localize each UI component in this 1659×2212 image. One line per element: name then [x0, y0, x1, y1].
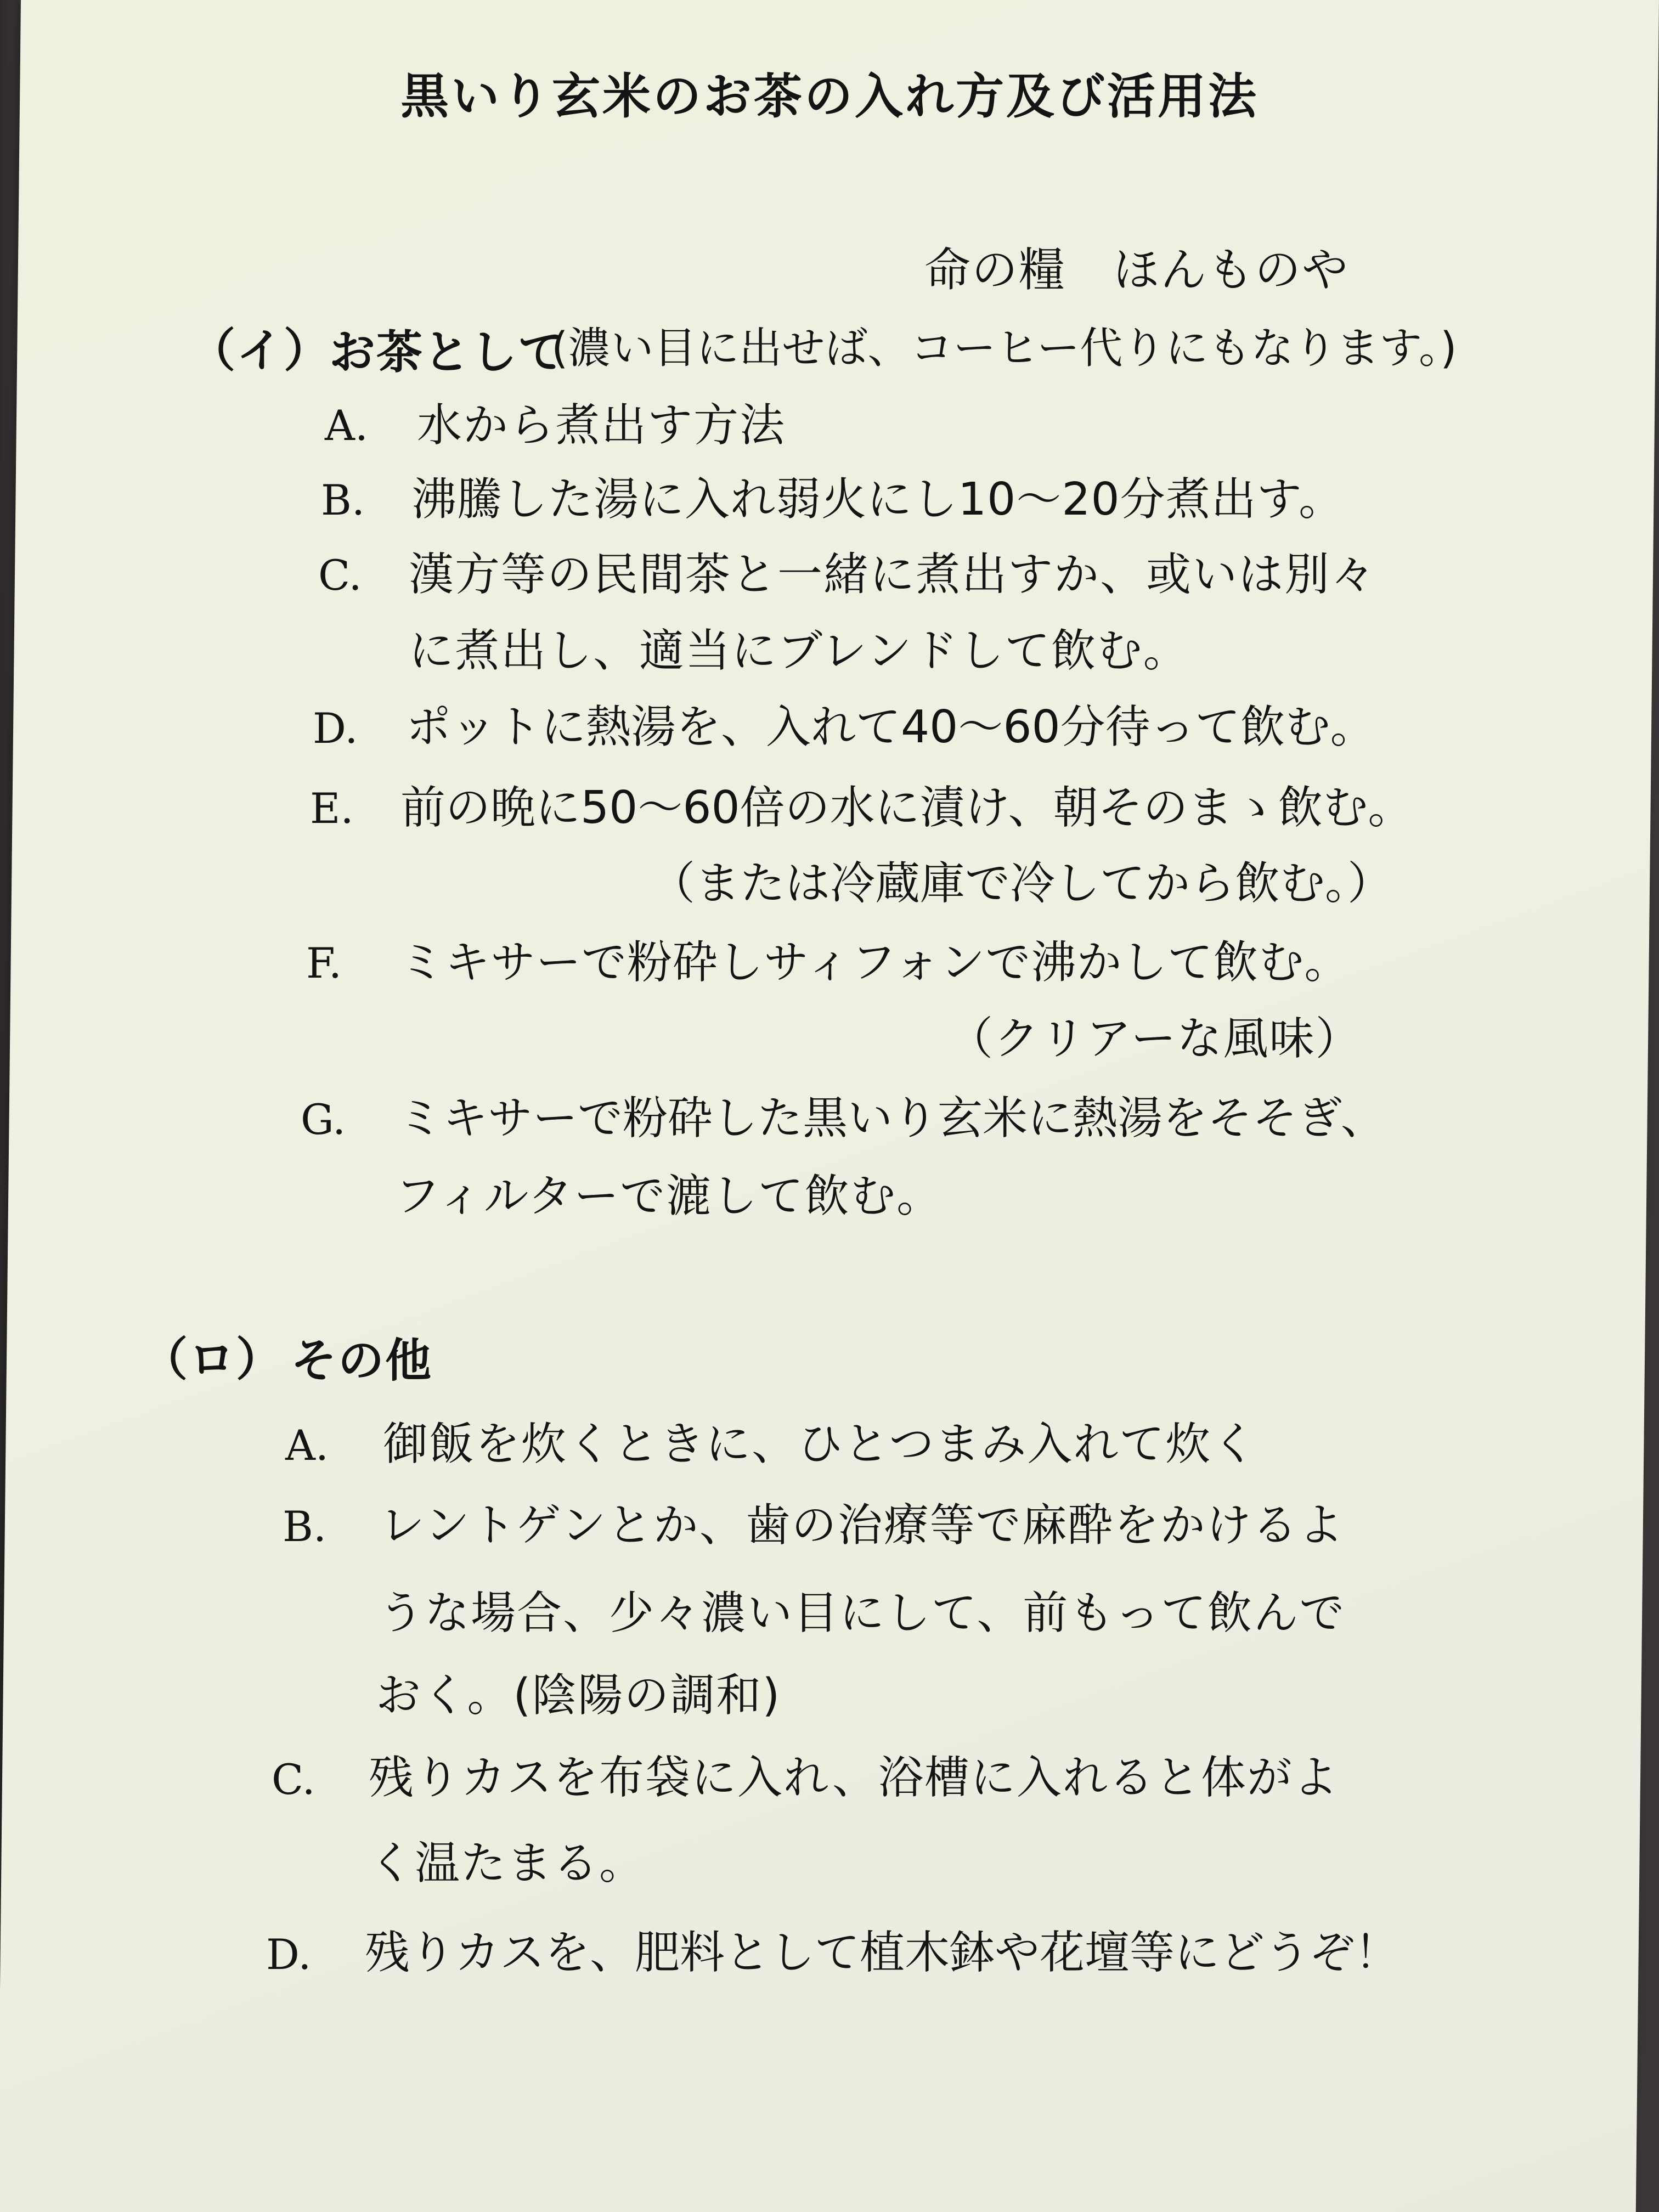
item-label: C.	[272, 1755, 315, 1804]
item-line: 御飯を炊くときに、ひとつまみ入れて炊く	[383, 1418, 1258, 1470]
item-line: （または冷蔵庫で冷してから飲む。）	[650, 857, 1393, 910]
item-label: F.	[306, 939, 342, 988]
section2-marker: （ロ）	[142, 1333, 284, 1386]
item-label: D.	[266, 1930, 312, 1979]
item-line: 残りカスを、肥料として植木鉢や花壇等にどうぞ！	[365, 1927, 1400, 1979]
section1-marker: （イ）	[189, 324, 331, 377]
item-label: A.	[285, 1421, 329, 1470]
item-line: 漢方等の民間茶と一緒に煮出すか、或いは別々	[409, 549, 1377, 601]
item-label: E.	[310, 784, 354, 833]
item-line: ポットに熱湯を、入れて40～60分待って飲む。	[406, 701, 1375, 753]
item-line: く温たまる。	[369, 1837, 646, 1889]
item-line: レントゲンとか、歯の治療等で麻酔をかけるよ	[380, 1499, 1345, 1551]
item-line: 残りカスを布袋に入れ、浴槽に入れると体がよ	[369, 1752, 1339, 1804]
item-label: A.	[325, 401, 369, 450]
item-label: D.	[313, 704, 358, 753]
item-line: ミキサーで粉砕した黒いり玄米に熱湯をそそぎ、	[398, 1092, 1386, 1144]
item-label: B.	[321, 476, 365, 524]
item-line: 沸騰した湯に入れ弱火にし10～20分煮出す。	[411, 473, 1345, 526]
item-line: うな場合、少々濃い目にして、前もって飲んで	[379, 1587, 1346, 1639]
item-label: G.	[301, 1095, 346, 1144]
item-line: に煮出し、適当にブレンドして飲む。	[409, 625, 1189, 677]
item-line: （クリアーな風味）	[948, 1013, 1362, 1065]
section1-heading: お茶として	[329, 325, 566, 379]
section1-note: (濃い目に出せば、コーヒー代りにもなります。)	[551, 324, 1457, 373]
item-line: ミキサーで粉砕しサィフォンで沸かして飲む。	[399, 936, 1350, 989]
item-line: 水から煮出す方法	[417, 399, 786, 452]
document-title: 黒いり玄米のお茶の入れ方及び活用法	[400, 68, 1259, 125]
item-label: B.	[283, 1502, 327, 1551]
item-line: フィルターで漉して飲む。	[395, 1170, 943, 1222]
item-label: C.	[318, 551, 362, 600]
author-line: 命の糧 ほんものや	[924, 243, 1350, 297]
section2-heading: その他	[291, 1334, 433, 1387]
item-line: 前の晩に50～60倍の水に漬け、朝そのまゝ飲む。	[400, 782, 1413, 834]
item-line: おく。(陰陽の調和)	[376, 1669, 781, 1722]
